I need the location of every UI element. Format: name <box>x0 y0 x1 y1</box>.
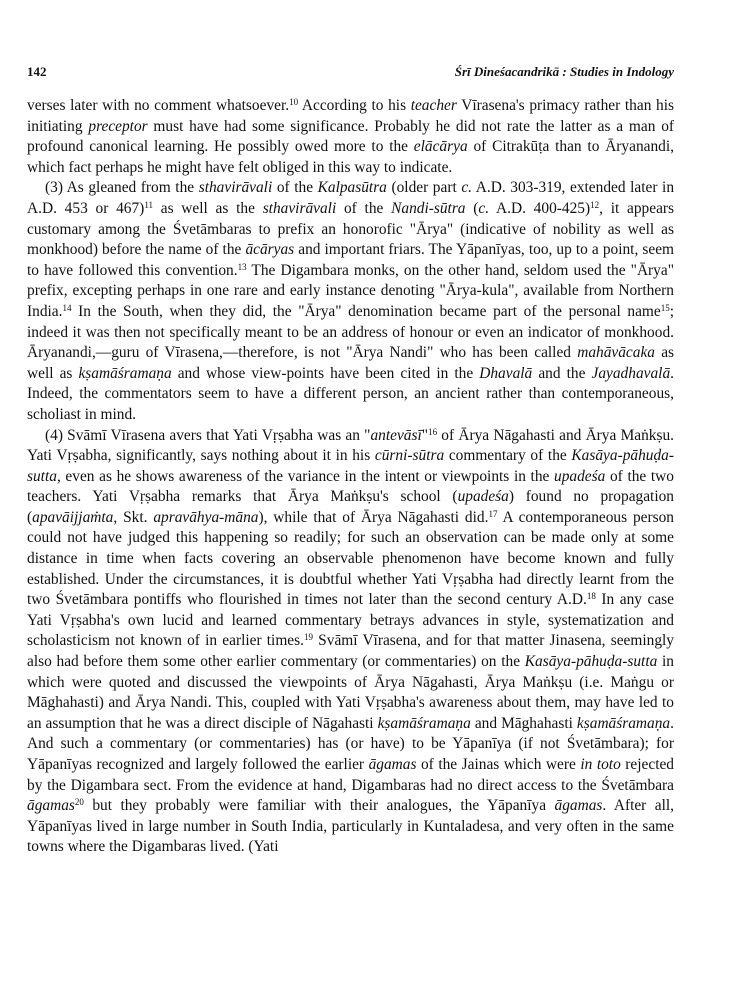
text-run: A contemporaneous person could not have judged this happening so readily; for such an observation can be made only at some distance in time when facts covering an observable phenomenon have become known and fully established. Under the circumstances, it is doubtful whether Yati Vṛṣabha had directly learnt from the two Śvetāmbara pontiffs who flourished in times not later than the second century A.D. <box>27 508 675 609</box>
italic-term: upadeśa <box>554 467 606 485</box>
text-run: According to his <box>298 97 411 114</box>
text-run: ), while that of Ārya Nāgahasti did. <box>258 508 489 526</box>
italic-term: kṣamāśramaṇa <box>576 714 671 732</box>
text-run: must have had some significance. Probably he did not rate the latter as a man of profound canonical learning. He possibly owed more to the <box>27 117 675 156</box>
text-run: (older part <box>386 179 462 197</box>
italic-term: preceptor <box>88 117 148 135</box>
text-run: of the two teachers. Yati Vṛṣabha remarks that Ārya Maṅkṣu's school ( <box>27 467 674 506</box>
italic-term: kṣamāśramaṇa <box>78 364 172 382</box>
text-run: . Indeed, the commentators seem to have a different person, an ancient rather than contemporaneous, scholiast in mind. <box>27 364 674 423</box>
text-run: , Skt. <box>113 508 154 526</box>
footnote-ref: 18 <box>586 591 596 602</box>
italic-term: Kasāya-pāhuḍa-sutta <box>524 653 658 671</box>
italic-term: āgamas <box>27 797 75 815</box>
italic-term: elācārya <box>413 138 468 156</box>
text-run: verses later with no comment whatsoever. <box>27 97 290 114</box>
italic-term: antevāsī <box>370 426 422 444</box>
italic-term: āgamas <box>554 797 603 815</box>
footnote-ref: 19 <box>303 632 313 643</box>
text-run: , even as he shows awareness of the variance in the intent or viewpoints in the <box>56 467 555 485</box>
italic-term: apavāijjaṁta <box>32 508 114 526</box>
italic-term: upadeśa <box>457 488 509 506</box>
footnote-ref: 15 <box>660 302 670 313</box>
text-run: in which were quoted and discussed the viewpoints of Ārya Nāgahasti, Ārya Maṅkṣu (i.e. Maṅgu or Māghahasti) and Ārya Nandi. This, coupled with Yati Vṛṣabha's awareness about them, may have led to an assumption that he was a direct disciple of Nāgahasti <box>27 653 674 732</box>
text-run: Vīrasena's primacy rather than his initiating <box>27 97 674 135</box>
text-run: A.D. 400-425) <box>489 199 591 217</box>
italic-term: āgamas <box>368 756 417 773</box>
italic-term: sthavirāvali <box>198 179 273 197</box>
text-run: In any case Yati Vṛṣabha's own lucid and learned commentary betrays advances in style, systematization and scholasticism not known of in earlier times. <box>27 591 674 650</box>
paragraph-3 <box>27 426 674 858</box>
italic-term: ācāryas <box>245 241 295 259</box>
text-run: , it appears customary among the Śvetāmbaras to prefix an honorofic "Ārya" (indicative of nobility as well as monkhood) before the name of the <box>27 199 675 259</box>
footnote-ref: 10 <box>289 97 299 107</box>
italic-term: apravāhya-māna <box>153 508 259 526</box>
footnote-ref: 12 <box>590 199 600 210</box>
running-head: Śrī Dineśacandrikā : Studies in Indology <box>454 64 674 79</box>
italic-term: in toto <box>580 756 621 773</box>
italic-term: cūrni-sūtra <box>374 447 445 465</box>
text-run: ) found no propagation ( <box>27 488 674 526</box>
italic-term: Kasāya-pāhuḍa-sutta <box>27 447 675 485</box>
text-run: The Digambara monks, on the other hand, seldom used the "Ārya" prefix, excepting perhaps in one rare and early instance denoting "Ārya-kula", available from Northern India. <box>27 261 674 320</box>
italic-term: Kalpasūtra <box>317 179 387 197</box>
footnote-ref: 20 <box>74 797 84 808</box>
italic-term: Nandi-sūtra <box>391 199 466 217</box>
paragraph-1 <box>27 96 674 178</box>
text-run: as well as <box>27 344 675 382</box>
text-run: ; indeed it was then not specifically meant to be an address of honour or even an indicator of monkhood. Āryanandi,—guru of Vīrasena,—therefore, is not "Ārya Nandi" who has been called <box>27 302 674 362</box>
footnote-ref: 14 <box>62 302 72 313</box>
text-run: . And such a commentary (or commentaries) has (or have) to be Yāpanīya (if not Śvetāmbara); for Yāpanīyas recognized and largely followed the earlier <box>27 714 674 773</box>
text-run: of the <box>272 179 318 197</box>
text-run: (3) As gleaned from the <box>45 179 199 197</box>
italic-term: c. <box>478 199 490 217</box>
footnote-ref: 13 <box>237 261 247 272</box>
text-run: of Ārya Nāgahasti and Ārya Maṅkṣu. Yati Vṛṣabha, significantly, says nothing about it in his <box>27 426 675 465</box>
text-run: " <box>421 426 429 444</box>
text-run: . After all, Yāpanīyas lived in large number in South India, particularly in Kuntaladesa, and very often in the same towns where the Digambaras lived. (Yati <box>27 797 674 856</box>
text-run: rejected by the Digambara sect. From the evidence at hand, Digambaras had no direct access to the Śvetāmbara <box>27 756 674 794</box>
text-run: of the <box>336 199 392 217</box>
italic-term: Jayadhavalā <box>591 364 671 382</box>
text-run: of the Jainas which were <box>416 756 581 773</box>
page-number: 142 <box>27 64 47 79</box>
text-run: and whose view-points have been cited in the <box>171 364 480 382</box>
footnote-ref: 11 <box>144 199 153 210</box>
italic-term: sthavirāvali <box>262 199 337 217</box>
italic-term: mahāvācaka <box>577 344 655 362</box>
text-run: ( <box>465 199 479 217</box>
italic-term: Dhavalā <box>479 364 533 382</box>
italic-term: teacher <box>410 97 457 114</box>
text-run: as well as the <box>152 199 263 217</box>
text-run: Svāmī Vīrasena, and for that matter Jinasena, seemingly also had before them some other earlier commentary (or commentaries) on the <box>27 632 674 671</box>
italic-term: c. <box>461 179 473 197</box>
text-run: In the South, when they did, the "Ārya" denomination became part of the personal name <box>71 302 661 320</box>
text-run: but they probably were familiar with their analogues, the Yāpanīya <box>83 797 555 815</box>
text-run: and important friars. The Yāpanīyas, too, up to a point, seem to have followed this convention. <box>27 241 674 279</box>
paragraph-2 <box>27 178 674 425</box>
footnote-ref: 16 <box>428 426 438 437</box>
text-run: (4) Svāmī Vīrasena avers that Yati Vṛṣabha was an " <box>45 426 371 444</box>
page-header <box>27 64 674 82</box>
italic-term: kṣamāśramaṇa <box>377 714 471 732</box>
text-run: commentary of the <box>444 447 572 465</box>
text-run: A.D. 303-319, extended later in A.D. 453 or 467) <box>27 179 675 217</box>
footnote-ref: 17 <box>488 508 498 519</box>
text-run: and the <box>532 364 592 382</box>
body-text <box>27 96 674 858</box>
text-run: of Citrakūṭa than to Āryanandi, which fact perhaps he might have felt obliged in this way to indicate. <box>27 138 674 176</box>
text-run: and Māghahasti <box>470 714 577 732</box>
